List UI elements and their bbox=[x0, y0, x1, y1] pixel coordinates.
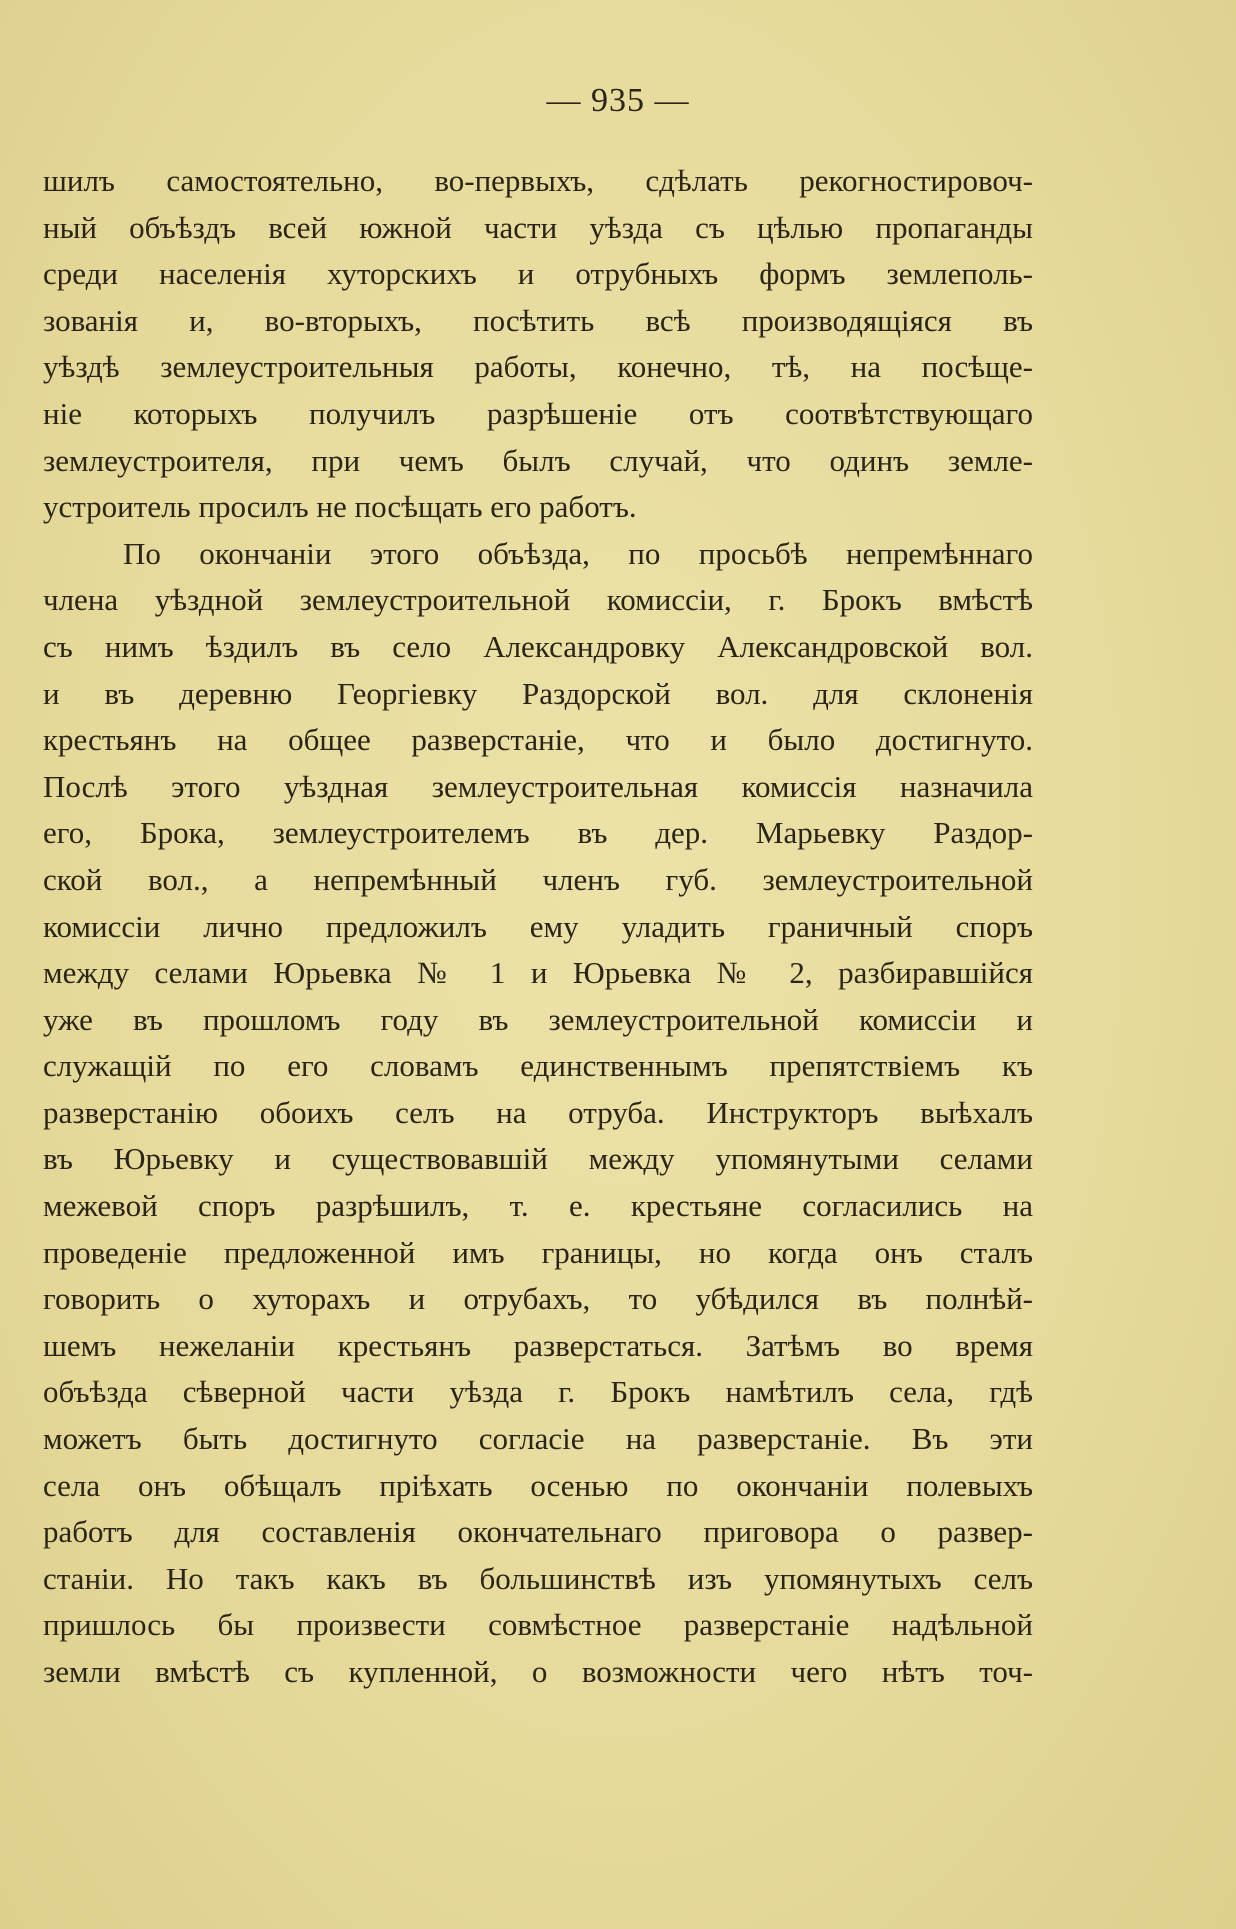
text-line: земли вмѣстѣ съ купленной, о возможности чего нѣтъ точ- bbox=[43, 1654, 1033, 1689]
text-line: ской вол., а непремѣнный членъ губ. землеустроительной bbox=[43, 861, 1033, 897]
text-line: между селами Юрьевка № 1 и Юрьевка № 2, разбиравшійся bbox=[43, 955, 1033, 991]
text-line: землеустроителя, при чемъ былъ случай, что одинъ земле- bbox=[43, 442, 1033, 478]
text-line: ный объѣздъ всей южной части уѣзда съ цѣлью пропаганды bbox=[43, 209, 1033, 245]
text-line: среди населенія хуторскихъ и отрубныхъ формъ землеполь- bbox=[43, 256, 1033, 292]
text-line: служащій по его словамъ единственнымъ препятствіемъ къ bbox=[43, 1048, 1033, 1084]
body-text bbox=[43, 158, 1033, 1696]
text-line: устроитель просилъ не посѣщать его работъ. bbox=[43, 489, 637, 525]
text-line: въ Юрьевку и существовавшій между упомянутыми селами bbox=[43, 1141, 1033, 1177]
text-line: села онъ обѣщалъ пріѣхать осенью по окончаніи полевыхъ bbox=[43, 1467, 1033, 1503]
text-line: Послѣ этого уѣздная землеустроительная комиссія назначила bbox=[43, 768, 1033, 804]
text-line: можетъ быть достигнуто согласіе на разверстаніе. Въ эти bbox=[43, 1421, 1033, 1457]
text-line: комиссіи лично предложилъ ему уладить граничный споръ bbox=[43, 908, 1033, 944]
text-line: межевой споръ разрѣшилъ, т. е. крестьяне согласились на bbox=[43, 1188, 1033, 1224]
text-line: говорить о хуторахъ и отрубахъ, то убѣдился въ полнѣй- bbox=[43, 1281, 1033, 1317]
text-line: объѣзда сѣверной части уѣзда г. Брокъ намѣтилъ села, гдѣ bbox=[43, 1374, 1033, 1410]
text-line: разверстанію обоихъ селъ на отруба. Инструкторъ выѣхалъ bbox=[43, 1094, 1033, 1130]
text-line: По окончаніи этого объѣзда, по просьбѣ непремѣннаго bbox=[123, 535, 1033, 571]
text-line: и въ деревню Георгіевку Раздорской вол. для склоненія bbox=[43, 675, 1033, 711]
text-line: шилъ самостоятельно, во-первыхъ, сдѣлать рекогностировоч- bbox=[43, 163, 1033, 198]
page-number: — 935 — bbox=[546, 82, 690, 119]
text-line: его, Брока, землеустроителемъ въ дер. Марьевку Раздор- bbox=[43, 815, 1033, 851]
text-line: уже въ прошломъ году въ землеустроительной комиссіи и bbox=[43, 1001, 1033, 1037]
text-line: проведеніе предложенной имъ границы, но когда онъ сталъ bbox=[43, 1234, 1033, 1270]
text-line: крестьянъ на общее разверстаніе, что и было достигнуто. bbox=[43, 722, 1033, 758]
text-line: съ нимъ ѣздилъ въ село Александровку Александровской вол. bbox=[43, 628, 1033, 664]
text-line: уѣздѣ землеустроительныя работы, конечно, тѣ, на посѣще- bbox=[43, 349, 1033, 385]
text-line: ніе которыхъ получилъ разрѣшеніе отъ соотвѣтствующаго bbox=[43, 395, 1033, 431]
text-line: работъ для составленія окончательнаго приговора о развер- bbox=[43, 1514, 1033, 1550]
text-line: пришлось бы произвести совмѣстное разверстаніе надѣльной bbox=[43, 1607, 1033, 1643]
text-line: шемъ нежеланіи крестьянъ разверстаться. Затѣмъ во время bbox=[43, 1327, 1033, 1363]
text-line: зованія и, во-вторыхъ, посѣтить всѣ производящіяся въ bbox=[43, 302, 1033, 338]
text-line: члена уѣздной землеустроительной комиссіи, г. Брокъ вмѣстѣ bbox=[43, 582, 1033, 618]
text-line: станіи. Но такъ какъ въ большинствѣ изъ упомянутыхъ селъ bbox=[43, 1560, 1033, 1596]
